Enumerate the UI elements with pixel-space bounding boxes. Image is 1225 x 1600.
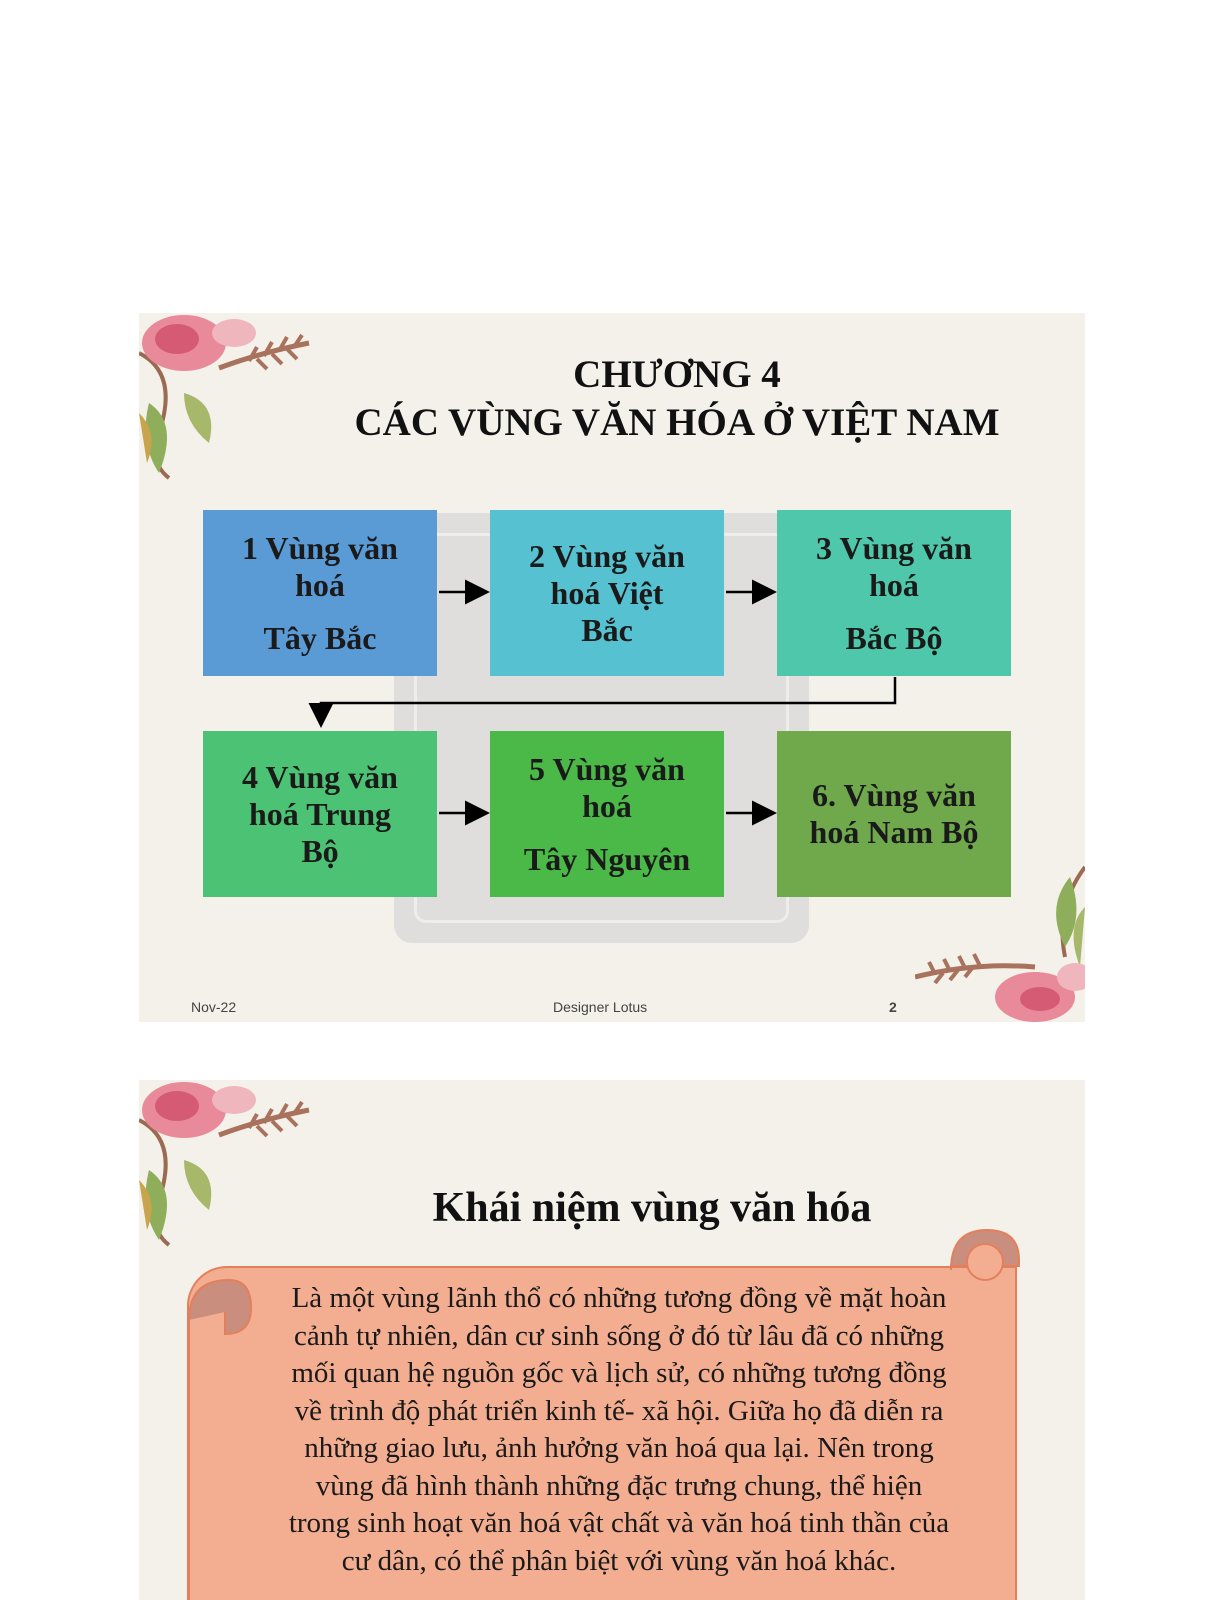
definition-text: [249, 1280, 989, 1580]
region-box-bac-bo: [777, 510, 1011, 676]
definition-line: cảnh tự nhiên, dân cư sinh sống ở đó từ lâu đã có những: [293, 1319, 945, 1352]
box-line: Bắc Bộ: [845, 619, 943, 656]
box-line: 3 Vùng văn: [816, 529, 972, 566]
chapter-label: CHƯƠNG 4: [573, 353, 781, 396]
box-line: 6. Vùng văn: [812, 777, 976, 813]
region-box-tay-bac: [203, 510, 437, 676]
box-line: hoá: [869, 566, 919, 603]
box-line: 5 Vùng văn: [529, 750, 685, 787]
definition-line: về trình độ phát triển kinh tế- xã hội. Giữa họ đã diễn ra: [294, 1394, 944, 1427]
definition-line: Là một vùng lãnh thổ có những tương đồng về mặt hoàn: [291, 1282, 947, 1314]
definition-line: những giao lưu, ảnh hưởng văn hoá qua lại. Nên trong: [304, 1432, 934, 1464]
box-line: 2 Vùng văn: [529, 537, 685, 574]
slide-2-title: Khái niệm vùng văn hóa: [432, 1185, 872, 1231]
slide-1: [139, 313, 1085, 1022]
definition-line: vùng đã hình thành những đặc trưng chung, thể hiện: [315, 1469, 923, 1502]
box-line: hoá: [295, 566, 345, 603]
box-line: Tây Nguyên: [523, 840, 691, 877]
box-line: 1 Vùng văn: [242, 529, 398, 566]
box-line: Bộ: [301, 832, 339, 869]
footer-page-number: 2: [889, 999, 897, 1015]
region-box-trung-bo: [203, 731, 437, 897]
flower-decoration-bottom-right: [915, 847, 1085, 1022]
box-line: hoá Việt: [550, 574, 664, 611]
definition-line: trong sinh hoạt văn hoá vật chất và văn hoá tinh thần của: [288, 1507, 950, 1539]
footer-date: Nov-22: [191, 999, 237, 1015]
region-box-viet-bac: [490, 510, 724, 676]
region-box-tay-nguyen: [490, 731, 724, 897]
box-line: hoá Nam Bộ: [809, 814, 979, 850]
box-line: Tây Bắc: [263, 619, 377, 656]
box-line: 4 Vùng văn: [242, 758, 398, 795]
arrow-3-to-4: [321, 677, 895, 723]
box-line: hoá: [582, 787, 632, 824]
definition-line: mối quan hệ nguồn gốc và lịch sử, có những tương đồng: [291, 1357, 947, 1389]
box-line: Bắc: [581, 611, 633, 648]
slide-2: [139, 1080, 1085, 1600]
box-line: hoá Trung: [249, 795, 391, 832]
definition-line: cư dân, có thể phân biệt với vùng văn hoá khác.: [341, 1544, 897, 1577]
chapter-title: CÁC VÙNG VĂN HÓA Ở VIỆT NAM: [354, 401, 1000, 444]
footer-author: Designer Lotus: [553, 999, 648, 1015]
